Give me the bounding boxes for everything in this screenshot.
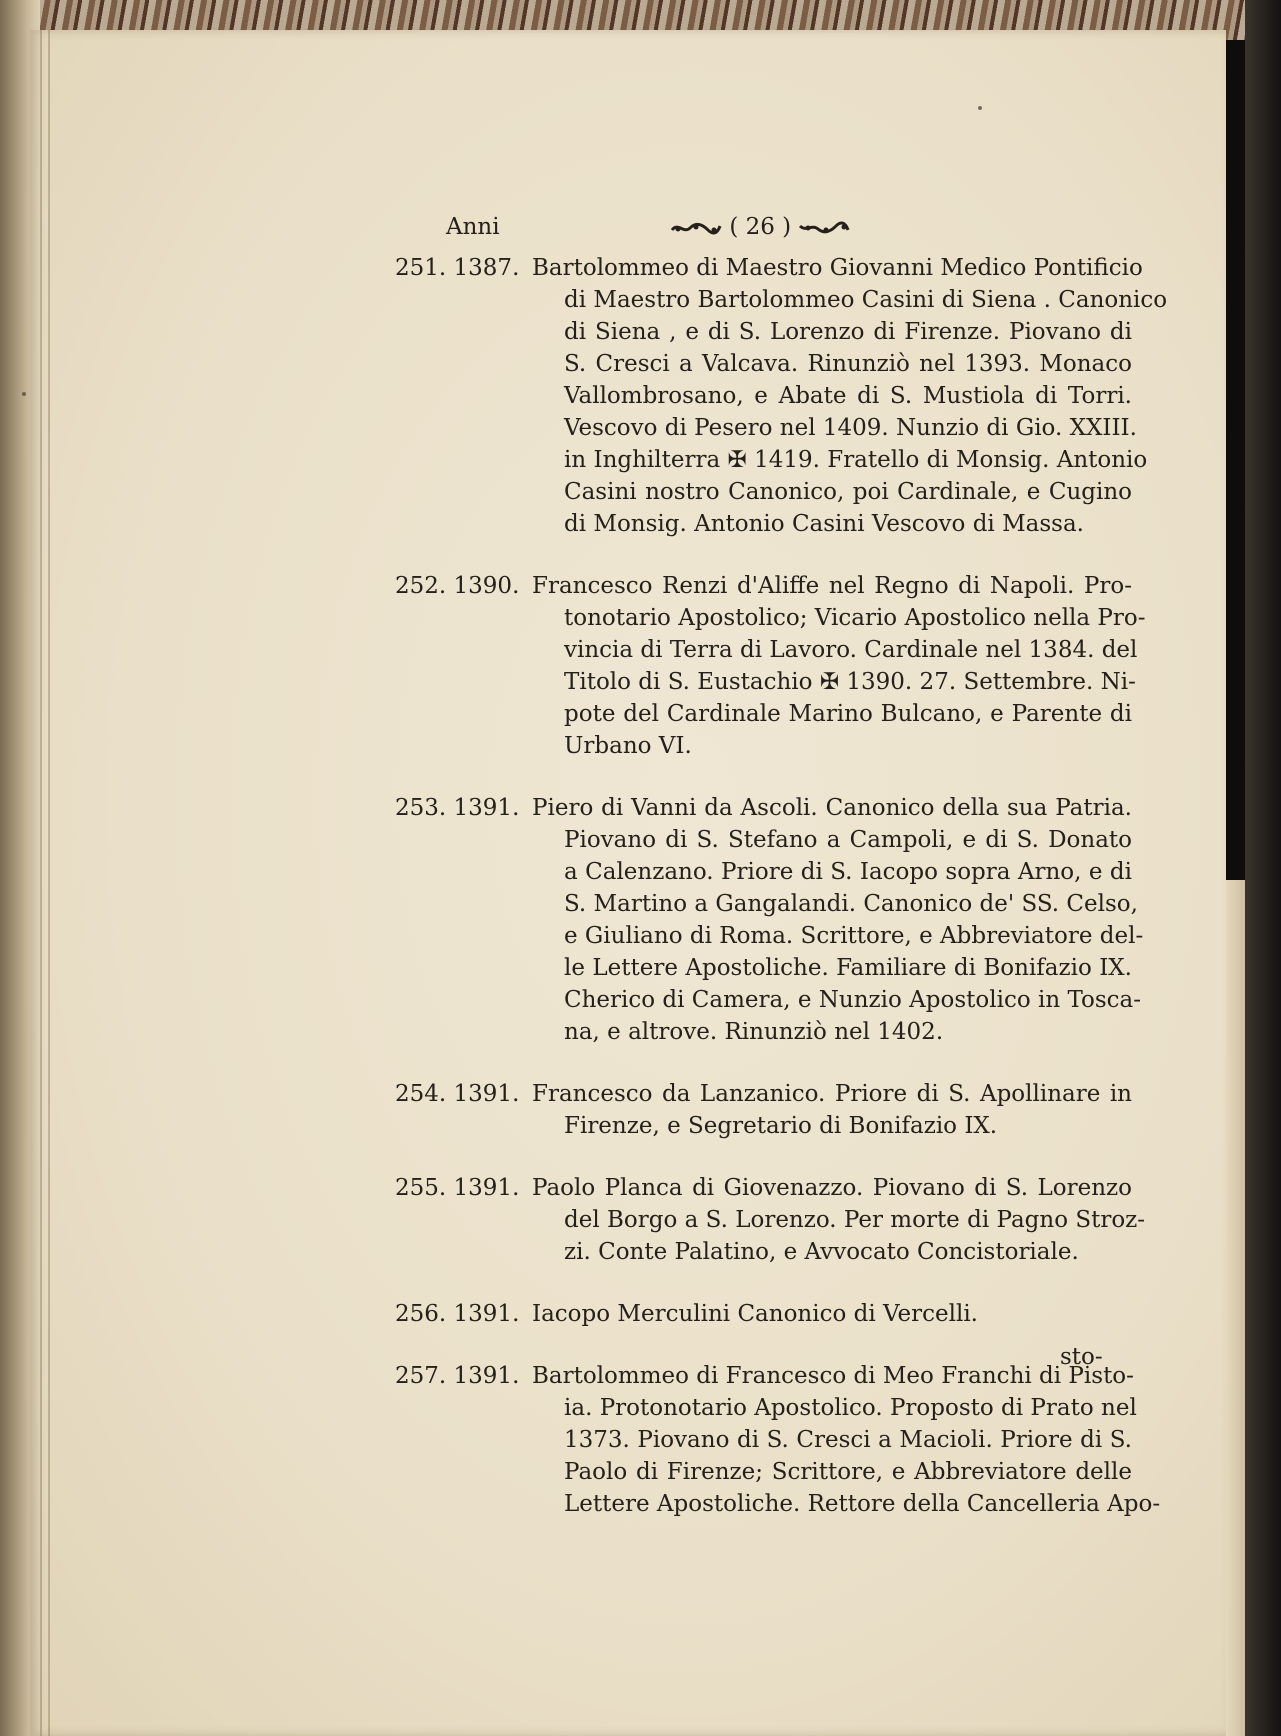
text-line: Francesco Renzi d'Aliffe nel Regno di Napoli. Pro-	[532, 573, 1132, 599]
entry-number: 252.	[395, 573, 447, 599]
entry-251	[395, 252, 1168, 540]
entry-tag	[395, 252, 535, 284]
text-line: zi. Conte Palatino, e Avvocato Concistoriale.	[564, 1239, 1079, 1265]
entry-tag	[395, 1172, 535, 1204]
entry-number: 255.	[395, 1175, 447, 1201]
entry-year: 1387.	[453, 255, 520, 281]
text-line: Paolo Planca di Giovenazzo. Piovano di S. Lorenzo	[532, 1175, 1132, 1201]
paper-speck	[22, 392, 26, 396]
entry-list	[395, 252, 1168, 1550]
entry-text	[532, 1078, 1132, 1142]
text-line: tonotario Apostolico; Vicario Apostolico nella Pro-	[564, 605, 1146, 631]
entry-257	[395, 1360, 1161, 1520]
text-line: di Monsig. Antonio Casini Vescovo di Massa.	[564, 511, 1084, 537]
entry-tag	[395, 1360, 535, 1392]
text-line: Iacopo Merculini Canonico di Vercelli.	[532, 1301, 978, 1327]
page-stack-edge	[1223, 880, 1245, 1736]
entry-256	[395, 1298, 1135, 1330]
entry-number: 251.	[395, 255, 447, 281]
catchword: sto-	[1060, 1344, 1103, 1370]
text-line: Bartolommeo di Maestro Giovanni Medico Pontificio	[532, 255, 1143, 281]
entry-year: 1391.	[453, 1081, 520, 1107]
text-line: Titolo di S. Eustachio ✠ 1390. 27. Settembre. Ni-	[564, 669, 1136, 695]
entry-tag	[395, 792, 535, 824]
entry-253	[395, 792, 1144, 1048]
text-line: del Borgo a S. Lorenzo. Per morte di Pagno Stroz-	[564, 1207, 1146, 1233]
entry-number: 254.	[395, 1081, 447, 1107]
text-line: Urbano VI.	[564, 733, 692, 759]
right-ornament-icon	[798, 220, 850, 236]
left-ornament-icon	[670, 220, 722, 236]
text-line: Vallombrosano, e Abate di S. Mustiola di Torri.	[564, 383, 1132, 409]
entry-year: 1391.	[453, 795, 520, 821]
text-line: Vescovo di Pesero nel 1409. Nunzio di Gio. XXIII.	[564, 415, 1137, 441]
leaf-edge-line	[48, 30, 50, 1736]
right-binding-edge	[1245, 0, 1281, 1736]
text-line: 1373. Piovano di S. Cresci a Macioli. Priore di S.	[564, 1427, 1132, 1453]
text-line: Bartolommeo di Francesco di Meo Franchi di Pisto-	[532, 1363, 1134, 1389]
entry-tag	[395, 570, 535, 602]
text-line: Lettere Apostoliche. Rettore della Cancelleria Apo-	[564, 1491, 1161, 1517]
entry-254	[395, 1078, 1135, 1142]
entry-number: 257.	[395, 1363, 447, 1389]
entry-text	[532, 570, 1146, 762]
running-header	[446, 214, 916, 254]
text-line: ia. Protonotario Apostolico. Proposto di Prato nel	[564, 1395, 1137, 1421]
entry-number: 253.	[395, 795, 447, 821]
entry-year: 1390.	[453, 573, 520, 599]
text-line: di Siena , e di S. Lorenzo di Firenze. Piovano di	[564, 319, 1132, 345]
text-line: a Calenzano. Priore di S. Iacopo sopra Arno, e di	[564, 859, 1132, 885]
text-line: na, e altrove. Rinunziò nel 1402.	[564, 1019, 944, 1045]
entry-255	[395, 1172, 1146, 1268]
leaf-edge-line	[40, 30, 42, 1736]
entry-text	[532, 252, 1168, 540]
entry-text	[532, 792, 1144, 1048]
entry-text	[532, 1172, 1146, 1268]
text-line: Piero di Vanni da Ascoli. Canonico della sua Patria.	[532, 795, 1132, 821]
paper-speck	[978, 106, 982, 110]
text-line: vincia di Terra di Lavoro. Cardinale nel 1384. del	[564, 637, 1138, 663]
text-line: Firenze, e Segretario di Bonifazio IX.	[564, 1113, 998, 1139]
entry-year: 1391.	[453, 1363, 520, 1389]
entry-text	[532, 1360, 1161, 1520]
text-line: pote del Cardinale Marino Bulcano, e Parente di	[564, 701, 1132, 727]
page-number-text: ( 26 )	[729, 214, 792, 240]
page-number	[670, 214, 850, 240]
entry-252	[395, 570, 1146, 762]
entry-number: 256.	[395, 1301, 447, 1327]
text-line: Paolo di Firenze; Scrittore, e Abbreviatore delle	[564, 1459, 1132, 1485]
entry-year: 1391.	[453, 1301, 520, 1327]
text-line: e Giuliano di Roma. Scrittore, e Abbreviatore del-	[564, 923, 1144, 949]
column-label-anni: Anni	[446, 214, 500, 240]
entry-year: 1391.	[453, 1175, 520, 1201]
text-line: le Lettere Apostoliche. Familiare di Bonifazio IX.	[564, 955, 1132, 981]
text-line: S. Martino a Gangalandi. Canonico de' SS. Celso,	[564, 891, 1138, 917]
text-line: in Inghilterra ✠ 1419. Fratello di Monsig. Antonio	[564, 447, 1148, 473]
entry-tag	[395, 1298, 535, 1330]
text-line: Piovano di S. Stefano a Campoli, e di S. Donato	[564, 827, 1132, 853]
text-line: Casini nostro Canonico, poi Cardinale, e Cugino	[564, 479, 1132, 505]
text-line: Francesco da Lanzanico. Priore di S. Apollinare in	[532, 1081, 1132, 1107]
text-line: di Maestro Bartolommeo Casini di Siena . Canonico	[564, 287, 1168, 313]
entry-text	[532, 1298, 1132, 1330]
text-line: S. Cresci a Valcava. Rinunziò nel 1393. Monaco	[564, 351, 1132, 377]
text-line: Cherico di Camera, e Nunzio Apostolico in Tosca-	[564, 987, 1142, 1013]
entry-tag	[395, 1078, 535, 1110]
